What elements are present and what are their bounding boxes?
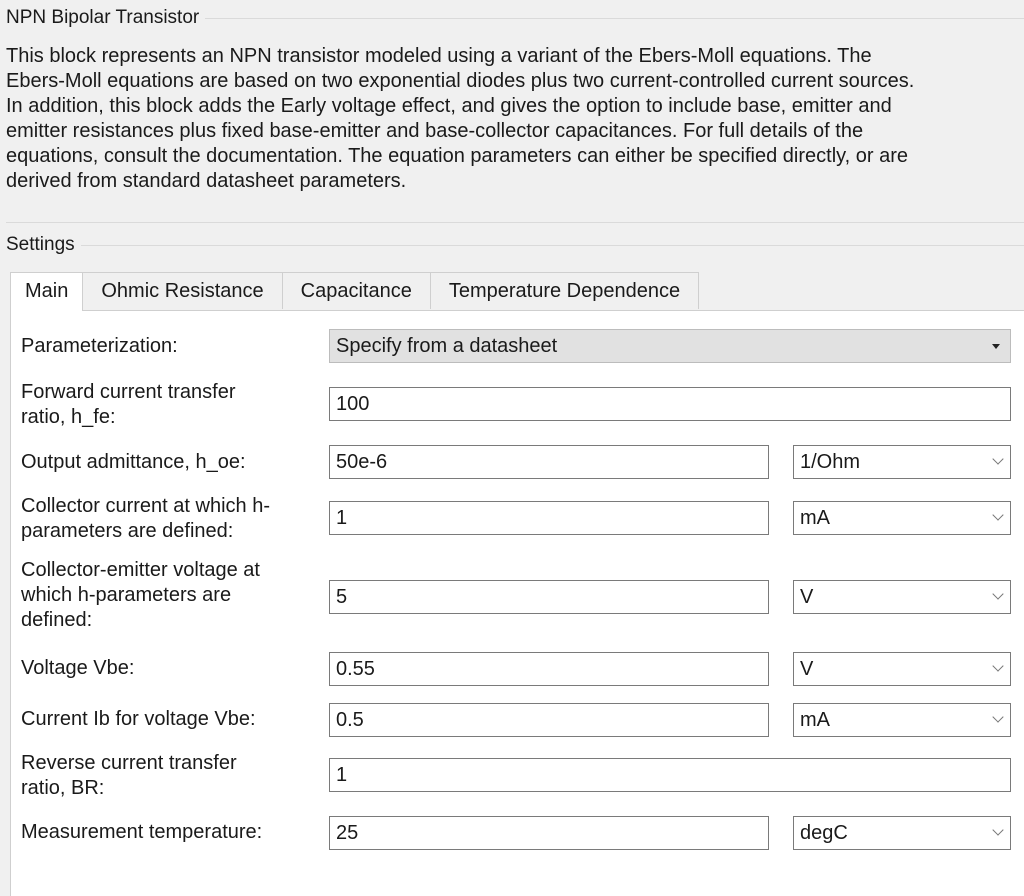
section-divider (6, 222, 1024, 223)
tab-main[interactable]: Main (10, 272, 83, 311)
measurement-temperature-input[interactable]: 25 (329, 816, 769, 850)
vbe-input[interactable]: 0.55 (329, 652, 769, 686)
settings-tabs (10, 272, 698, 310)
ib-unit-dropdown[interactable] (793, 703, 1011, 737)
vce-label: Collector-emitter voltage at which h-parameters are defined: (21, 559, 260, 631)
vbe-unit-dropdown[interactable] (793, 652, 1011, 686)
parameterization-dropdown[interactable] (329, 329, 1011, 363)
br-label: Reverse current transfer ratio, BR: (21, 752, 237, 799)
ib-unit-value: mA (800, 709, 830, 731)
h-oe-input[interactable]: 50e-6 (329, 445, 769, 479)
chevron-down-icon (992, 824, 1003, 835)
block-title: NPN Bipolar Transistor (6, 6, 205, 30)
ic-unit-value: mA (800, 507, 830, 529)
measurement-temperature-label: Measurement temperature: (21, 821, 263, 843)
vce-unit-value: V (800, 586, 814, 608)
tab-temperature-dependence[interactable]: Temperature Dependence (430, 272, 699, 309)
h-oe-label: Output admittance, h_oe: (21, 451, 246, 473)
ic-unit-dropdown[interactable] (793, 501, 1011, 535)
vbe-label: Voltage Vbe: (21, 657, 135, 679)
h-oe-unit-value: 1/Ohm (800, 451, 861, 473)
ic-label: Collector current at which h- parameters are defined: (21, 495, 270, 542)
tab-ohmic-resistance[interactable]: Ohmic Resistance (82, 272, 282, 309)
tab-capacitance[interactable]: Capacitance (282, 272, 431, 309)
vce-unit-dropdown[interactable] (793, 580, 1011, 614)
h-oe-unit-dropdown[interactable] (793, 445, 1011, 479)
vce-input[interactable]: 5 (329, 580, 769, 614)
chevron-down-icon (992, 711, 1003, 722)
chevron-down-icon (992, 509, 1003, 520)
h-fe-label: Forward current transfer ratio, h_fe: (21, 381, 236, 428)
h-fe-input[interactable]: 100 (329, 387, 1011, 421)
group-divider (6, 245, 1024, 246)
measurement-temperature-unit-value: degC (800, 822, 848, 844)
br-input[interactable]: 1 (329, 758, 1011, 792)
ic-input[interactable]: 1 (329, 501, 769, 535)
chevron-down-icon (992, 453, 1003, 464)
vbe-unit-value: V (800, 658, 814, 680)
parameterization-value: Specify from a datasheet (336, 335, 558, 357)
parameterization-label: Parameterization: (21, 335, 178, 357)
dropdown-caret-icon (992, 344, 1000, 349)
main-tab-panel (10, 310, 1024, 896)
ib-input[interactable]: 0.5 (329, 703, 769, 737)
chevron-down-icon (992, 588, 1003, 599)
ib-label: Current Ib for voltage Vbe: (21, 708, 256, 730)
block-description: This block represents an NPN transistor modeled using a variant of the Ebers-Moll equations. The Ebers-Moll equations are based on two exponential diodes plus two current-controlled current sources. In addition, this block adds the Early voltage effect, and gives the option to include base, emitter and emitter resistances plus fixed base-emitter and base-collector capacitances. For full details of the equations, consult the documentation. The equation parameters can either be specified directly, or are derived from standard datasheet parameters. (6, 45, 915, 192)
chevron-down-icon (992, 660, 1003, 671)
settings-title: Settings (6, 233, 81, 257)
measurement-temperature-unit-dropdown[interactable] (793, 816, 1011, 850)
